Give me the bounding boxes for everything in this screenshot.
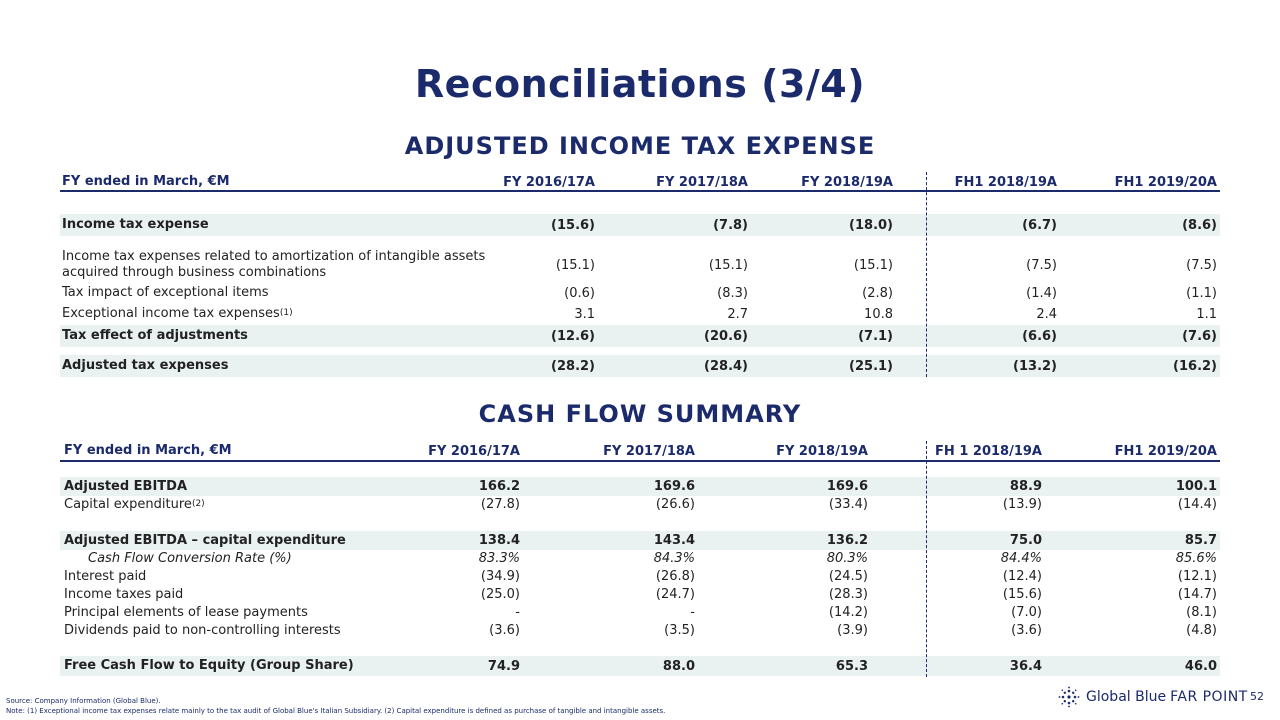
row-value: 84.3% xyxy=(653,551,695,566)
row-value: (15.1) xyxy=(555,257,595,273)
table-row xyxy=(60,585,1220,604)
table-row xyxy=(60,531,1220,550)
row-value: (28.4) xyxy=(704,358,748,374)
row-value: 80.3% xyxy=(826,551,868,566)
row-value: 36.4 xyxy=(1009,658,1042,674)
row-value: (8.3) xyxy=(717,285,748,301)
row-value: (3.6) xyxy=(489,623,520,638)
row-value: 74.9 xyxy=(487,658,520,674)
row-value: 169.6 xyxy=(826,479,868,494)
row-value: (0.6) xyxy=(564,285,595,301)
row-label: Interest paid xyxy=(64,568,147,584)
row-value: (18.0) xyxy=(849,217,893,233)
header-cell: FY 2016/17A xyxy=(503,174,595,190)
row-value: (2.8) xyxy=(862,285,893,301)
table-row xyxy=(60,283,1220,303)
row-value: (3.6) xyxy=(1011,623,1042,638)
row-value: (7.6) xyxy=(1182,328,1217,344)
footnote: Note: (1) Exceptional income tax expenses relate mainly to the tax audit of Global Blue's Italian Subsidiary. (2) Capital expenditure is defined as purchase of tangible and intangible assets. xyxy=(6,707,666,715)
column-divider xyxy=(926,441,927,677)
row-value: (26.8) xyxy=(655,569,695,584)
row-value: (34.9) xyxy=(480,569,520,584)
table-row xyxy=(60,656,1220,676)
table-row xyxy=(60,549,1220,568)
row-value: 85.6% xyxy=(1175,551,1217,566)
table-row xyxy=(60,214,1220,236)
logo-subtext: FAR POINT xyxy=(1170,689,1248,705)
row-value: 2.7 xyxy=(727,306,748,322)
row-value: (14.2) xyxy=(828,605,868,620)
row-label: Principal elements of lease payments xyxy=(64,604,308,620)
header-cell: FH1 2018/19A xyxy=(954,174,1057,190)
row-label: Tax effect of adjustments xyxy=(62,328,248,343)
row-value: (15.6) xyxy=(551,217,595,233)
global-blue-logo-icon xyxy=(1058,686,1080,708)
table-row xyxy=(60,304,1220,324)
header-divider xyxy=(60,460,1220,462)
row-value: (27.8) xyxy=(480,497,520,512)
row-value: (15.1) xyxy=(853,257,893,273)
row-value: (12.6) xyxy=(551,328,595,344)
table-row xyxy=(60,495,1220,514)
header-divider xyxy=(60,190,1220,192)
row-value: (24.7) xyxy=(655,587,695,602)
row-value: (7.5) xyxy=(1186,257,1217,273)
header-cell: FH1 2019/20A xyxy=(1114,443,1217,459)
row-value: (6.7) xyxy=(1022,217,1057,233)
row-label: Cash Flow Conversion Rate (%) xyxy=(88,550,292,566)
page-number: 52 xyxy=(1250,690,1264,703)
row-value: (15.1) xyxy=(708,257,748,273)
row-label: Free Cash Flow to Equity (Group Share) xyxy=(64,658,354,673)
row-value: - xyxy=(690,605,695,620)
source-note: Source: Company Information (Global Blue). xyxy=(6,697,161,705)
header-cell: FH 1 2018/19A xyxy=(935,443,1042,459)
row-label: Adjusted tax expenses xyxy=(62,358,229,373)
header-cell: FY 2016/17A xyxy=(428,443,520,459)
row-label: Dividends paid to non-controlling interests xyxy=(64,622,341,638)
row-value: (13.2) xyxy=(1013,358,1057,374)
row-value: (25.0) xyxy=(480,587,520,602)
row-value: 166.2 xyxy=(478,479,520,494)
table-row xyxy=(60,603,1220,622)
row-value: 1.1 xyxy=(1196,306,1217,322)
row-value: 143.4 xyxy=(653,533,695,548)
header-cell: FY 2017/18A xyxy=(656,174,748,190)
row-value: (28.2) xyxy=(551,358,595,374)
row-label: Income taxes paid xyxy=(64,586,184,602)
row-value: (1.4) xyxy=(1026,285,1057,301)
header-cell: FY ended in March, €M xyxy=(64,443,232,458)
row-value: (7.8) xyxy=(713,217,748,233)
row-value: (6.6) xyxy=(1022,328,1057,344)
row-value: (1.1) xyxy=(1186,285,1217,301)
row-label: Adjusted EBITDA xyxy=(64,478,188,494)
row-value: (3.5) xyxy=(664,623,695,638)
row-value: 88.0 xyxy=(662,658,695,674)
row-value: (12.1) xyxy=(1177,569,1217,584)
row-value: (7.5) xyxy=(1026,257,1057,273)
row-value: 100.1 xyxy=(1175,479,1217,494)
row-value: (14.7) xyxy=(1177,587,1217,602)
row-label: Tax impact of exceptional items xyxy=(62,285,269,300)
header-cell: FY 2018/19A xyxy=(776,443,868,459)
table-row xyxy=(60,248,1220,282)
row-value: 88.9 xyxy=(1009,479,1042,494)
cash-table-title: CASH FLOW SUMMARY xyxy=(478,400,802,428)
row-value: (20.6) xyxy=(704,328,748,344)
row-value: (4.8) xyxy=(1186,623,1217,638)
row-label: Adjusted EBITDA – capital expenditure xyxy=(64,532,346,548)
row-value: (14.4) xyxy=(1177,497,1217,512)
table-row xyxy=(60,355,1220,377)
row-value: 138.4 xyxy=(478,533,520,548)
row-value: 84.4% xyxy=(1000,551,1042,566)
row-value: - xyxy=(515,605,520,620)
row-value: (7.1) xyxy=(858,328,893,344)
table-row xyxy=(60,325,1220,347)
row-value: 169.6 xyxy=(653,479,695,494)
row-value: 65.3 xyxy=(835,658,868,674)
row-value: (3.9) xyxy=(837,623,868,638)
header-cell: FY ended in March, €M xyxy=(62,174,230,189)
row-value: 75.0 xyxy=(1009,533,1042,548)
row-value: (8.6) xyxy=(1182,217,1217,233)
logo-text: Global Blue xyxy=(1086,689,1167,705)
tax-table-header xyxy=(60,172,1220,192)
row-value: 10.8 xyxy=(864,306,893,322)
column-divider xyxy=(926,172,927,377)
row-value: (12.4) xyxy=(1002,569,1042,584)
row-label-line2: acquired through business combinations xyxy=(62,265,327,280)
row-value: 85.7 xyxy=(1184,533,1217,548)
row-label: Exceptional income tax expenses $^{(1)}$ xyxy=(62,306,293,321)
row-value: (15.6) xyxy=(1002,587,1042,602)
row-label-text: Exceptional income tax expenses xyxy=(62,306,280,321)
row-label-text: Capital expenditure xyxy=(64,496,192,512)
row-value: 2.4 xyxy=(1036,306,1057,322)
row-label-line1: Income tax expenses related to amortization of intangible assets xyxy=(62,249,486,264)
table-row xyxy=(60,621,1220,640)
row-value: (25.1) xyxy=(849,358,893,374)
cash-table-header xyxy=(60,441,1220,461)
row-label: Capital expenditure $^{(2)}$ xyxy=(64,496,205,512)
header-cell: FH1 2019/20A xyxy=(1114,174,1217,190)
header-cell: FY 2018/19A xyxy=(801,174,893,190)
row-label: Income tax expense xyxy=(62,217,209,232)
row-value: (24.5) xyxy=(828,569,868,584)
table-row xyxy=(60,567,1220,586)
row-value: (28.3) xyxy=(828,587,868,602)
row-value: (8.1) xyxy=(1186,605,1217,620)
row-value: 46.0 xyxy=(1184,658,1217,674)
row-value: (16.2) xyxy=(1173,358,1217,374)
row-value: (33.4) xyxy=(828,497,868,512)
row-value: 3.1 xyxy=(574,306,595,322)
tax-table-title: ADJUSTED INCOME TAX EXPENSE xyxy=(404,132,876,160)
row-value: 136.2 xyxy=(826,533,868,548)
row-value: (7.0) xyxy=(1011,605,1042,620)
header-cell: FY 2017/18A xyxy=(603,443,695,459)
page-title: Reconciliations (3/4) xyxy=(414,62,866,106)
row-value: 83.3% xyxy=(478,551,520,566)
row-value: (26.6) xyxy=(655,497,695,512)
row-value: (13.9) xyxy=(1002,497,1042,512)
global-blue-logo xyxy=(1058,686,1248,708)
table-row xyxy=(60,477,1220,496)
